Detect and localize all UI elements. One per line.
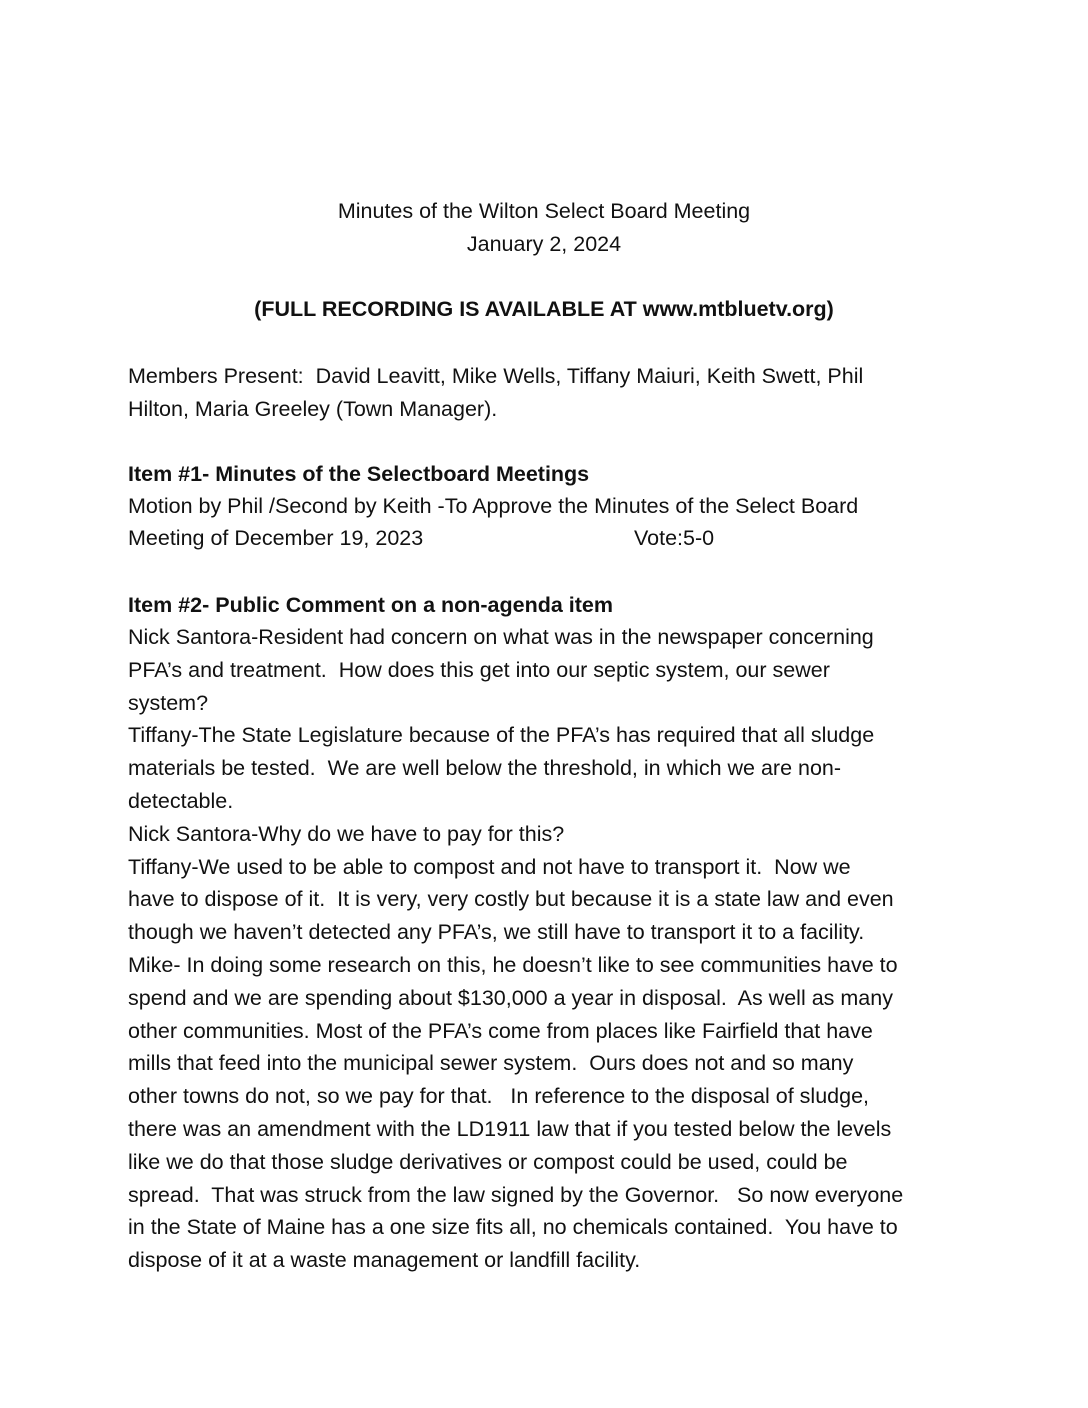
item2-body-line: Nick Santora-Why do we have to pay for this? xyxy=(128,822,565,846)
item2-body-line: other communities. Most of the PFA’s come from places like Fairfield that have xyxy=(128,1019,873,1043)
item2-body-line: detectable. xyxy=(128,789,234,813)
item2-body-line: spread. That was struck from the law signed by the Governor. So now everyone xyxy=(128,1183,904,1207)
item2-body-line: system? xyxy=(128,691,209,715)
item1-heading: Item #1- Minutes of the Selectboard Meetings xyxy=(128,462,590,486)
document-title: Minutes of the Wilton Select Board Meeting xyxy=(337,199,751,223)
item2-body-line: materials be tested. We are well below the threshold, in which we are non- xyxy=(128,756,842,780)
item2-body-line: though we haven’t detected any PFA’s, we still have to transport it to a facility. xyxy=(128,920,865,944)
item2-body-line: Tiffany-We used to be able to compost and not have to transport it. Now we xyxy=(128,855,851,879)
meeting-date: January 2, 2024 xyxy=(466,232,622,256)
item1-motion-line-2: Meeting of December 19, 2023 xyxy=(128,526,424,550)
item2-body-line: other towns do not, so we pay for that. In reference to the disposal of sludge, xyxy=(128,1084,869,1108)
item2-body-line: Mike- In doing some research on this, he doesn’t like to see communities have to xyxy=(128,953,898,977)
item2-body-line: have to dispose of it. It is very, very costly but because it is a state law and even xyxy=(128,887,894,911)
item1-vote: Vote:5-0 xyxy=(634,526,715,550)
item2-body-line: PFA’s and treatment. How does this get into our septic system, our sewer xyxy=(128,658,830,682)
members-present-line-1: Members Present: David Leavitt, Mike Wells, Tiffany Maiuri, Keith Swett, Phil xyxy=(128,364,864,388)
item2-body-line: mills that feed into the municipal sewer system. Ours does not and so many xyxy=(128,1051,854,1075)
item2-body-line: in the State of Maine has a one size fits all, no chemicals contained. You have to xyxy=(128,1215,898,1239)
item2-body-line: spend and we are spending about $130,000 a year in disposal. As well as many xyxy=(128,986,893,1010)
item1-motion-line-1: Motion by Phil /Second by Keith -To Approve the Minutes of the Select Board xyxy=(128,494,859,518)
members-present-line-2: Hilton, Maria Greeley (Town Manager). xyxy=(128,397,498,421)
item2-body-line: there was an amendment with the LD1911 law that if you tested below the levels xyxy=(128,1117,892,1141)
recording-note: (FULL RECORDING IS AVAILABLE AT www.mtbluetv.org) xyxy=(254,297,834,321)
item2-heading: Item #2- Public Comment on a non-agenda item xyxy=(128,593,614,617)
item2-body-line: Nick Santora-Resident had concern on what was in the newspaper concerning xyxy=(128,625,874,649)
item2-body-line: dispose of it at a waste management or landfill facility. xyxy=(128,1248,641,1272)
item2-body-line: Tiffany-The State Legislature because of the PFA’s has required that all sludge xyxy=(128,723,875,747)
item2-body-line: like we do that those sludge derivatives or compost could be used, could be xyxy=(128,1150,848,1174)
